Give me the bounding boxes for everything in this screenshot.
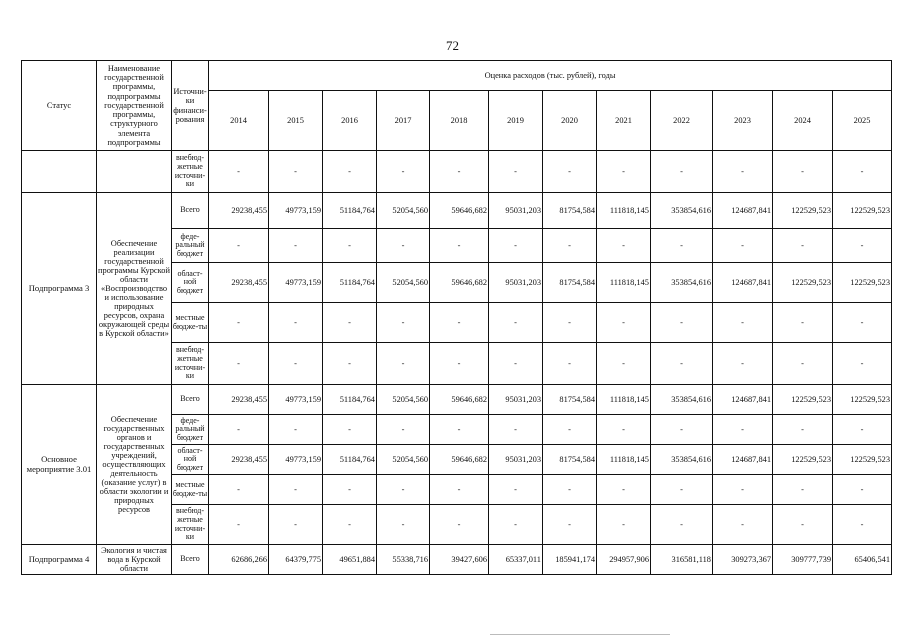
status-cell: Подпрограмма 3 [22,193,97,385]
value-cell: - [833,343,892,385]
year-2018: 2018 [430,91,489,151]
value-cell: - [543,303,597,343]
value-cell: - [713,475,773,505]
value-cell: 52054,560 [377,385,430,415]
value-cell: - [377,343,430,385]
value-cell: 65337,011 [489,545,543,575]
value-cell: 111818,145 [597,445,651,475]
status-cell: Основное мероприятие 3.01 [22,385,97,545]
value-cell: - [543,151,597,193]
value-cell: - [489,415,543,445]
value-cell: - [597,343,651,385]
value-cell: 122529,523 [833,263,892,303]
header-status: Статус [22,61,97,151]
value-cell: - [773,343,833,385]
value-cell: - [489,343,543,385]
budget-table [21,60,892,575]
header-source: Источни-ки финанси-рования [172,61,209,151]
value-cell: 122529,523 [833,385,892,415]
value-cell: - [489,505,543,545]
value-cell: - [323,229,377,263]
year-2019: 2019 [489,91,543,151]
value-cell: 122529,523 [773,385,833,415]
value-cell: - [269,303,323,343]
value-cell: - [209,303,269,343]
year-2024: 2024 [773,91,833,151]
value-cell: - [269,151,323,193]
value-cell: - [269,415,323,445]
value-cell: 39427,606 [430,545,489,575]
name-cell: Обеспечение государственных органов и государственных учреждений, осуществляющих деятельность (оказание услуг) в области экологии и природных ресурсов [97,385,172,545]
source-cell: Всего [172,193,209,229]
value-cell: 309777,739 [773,545,833,575]
value-cell: - [377,505,430,545]
value-cell: 353854,616 [651,385,713,415]
source-cell: местные бюдже-ты [172,303,209,343]
value-cell: - [209,475,269,505]
value-cell: 49773,159 [269,445,323,475]
value-cell: - [651,303,713,343]
value-cell: - [323,303,377,343]
value-cell: 95031,203 [489,445,543,475]
table-row [22,545,892,575]
value-cell: - [773,415,833,445]
scan-artifact-line [490,634,670,635]
value-cell: - [377,151,430,193]
value-cell: 122529,523 [833,193,892,229]
value-cell: - [651,415,713,445]
source-cell: внебюд-жетные источни-ки [172,151,209,193]
value-cell: 353854,616 [651,445,713,475]
value-cell: - [269,229,323,263]
value-cell: - [377,303,430,343]
value-cell: - [543,343,597,385]
value-cell: 124687,841 [713,263,773,303]
source-cell: внебюд-жетные источни-ки [172,505,209,545]
value-cell: - [833,151,892,193]
value-cell: - [489,151,543,193]
value-cell: 316581,118 [651,545,713,575]
value-cell: 59646,682 [430,445,489,475]
value-cell: - [833,229,892,263]
value-cell: - [773,505,833,545]
year-2014: 2014 [209,91,269,151]
name-cell: Экология и чистая вода в Курской области [97,545,172,575]
value-cell: 51184,764 [323,385,377,415]
value-cell: - [833,303,892,343]
source-cell: феде-ральный бюджет [172,229,209,263]
value-cell: - [377,475,430,505]
value-cell: 309273,367 [713,545,773,575]
value-cell: 49773,159 [269,193,323,229]
value-cell: 185941,174 [543,545,597,575]
year-2025: 2025 [833,91,892,151]
table-row [22,385,892,415]
value-cell: 111818,145 [597,385,651,415]
value-cell: - [323,475,377,505]
value-cell: - [430,151,489,193]
value-cell: 52054,560 [377,445,430,475]
value-cell: - [773,475,833,505]
source-cell: внебюд-жетные источни-ки [172,343,209,385]
value-cell: - [713,505,773,545]
value-cell: - [833,475,892,505]
year-2016: 2016 [323,91,377,151]
value-cell: - [833,505,892,545]
table-row [22,151,892,193]
value-cell: 51184,764 [323,263,377,303]
value-cell: - [651,505,713,545]
value-cell: 124687,841 [713,445,773,475]
value-cell: - [597,229,651,263]
table-row [22,193,892,229]
value-cell: - [597,475,651,505]
value-cell: - [713,343,773,385]
year-2022: 2022 [651,91,713,151]
value-cell: - [773,151,833,193]
value-cell: 124687,841 [713,193,773,229]
value-cell: - [651,475,713,505]
value-cell: 111818,145 [597,263,651,303]
value-cell: - [430,343,489,385]
value-cell: - [209,415,269,445]
source-cell: Всего [172,385,209,415]
value-cell: - [430,303,489,343]
value-cell: 51184,764 [323,193,377,229]
value-cell: 294957,906 [597,545,651,575]
value-cell: - [430,229,489,263]
value-cell: 124687,841 [713,385,773,415]
source-cell: местные бюдже-ты [172,475,209,505]
value-cell: - [323,151,377,193]
value-cell: - [489,229,543,263]
value-cell: - [489,303,543,343]
value-cell: 52054,560 [377,193,430,229]
value-cell: 59646,682 [430,263,489,303]
value-cell: 81754,584 [543,263,597,303]
value-cell: 51184,764 [323,445,377,475]
value-cell: 122529,523 [833,445,892,475]
status-cell-empty [22,151,97,193]
value-cell: 81754,584 [543,445,597,475]
status-cell: Подпрограмма 4 [22,545,97,575]
value-cell: - [833,415,892,445]
year-2017: 2017 [377,91,430,151]
value-cell: - [651,229,713,263]
value-cell: - [430,505,489,545]
value-cell: 49651,884 [323,545,377,575]
value-cell: 59646,682 [430,193,489,229]
value-cell: - [713,229,773,263]
value-cell: 95031,203 [489,385,543,415]
value-cell: 95031,203 [489,263,543,303]
value-cell: 81754,584 [543,193,597,229]
source-cell: феде-ральный бюджет [172,415,209,445]
value-cell: 49773,159 [269,385,323,415]
value-cell: 62686,266 [209,545,269,575]
year-2015: 2015 [269,91,323,151]
value-cell: - [651,343,713,385]
value-cell: - [323,343,377,385]
value-cell: - [651,151,713,193]
value-cell: 65406,541 [833,545,892,575]
value-cell: 111818,145 [597,193,651,229]
value-cell: - [597,151,651,193]
value-cell: 122529,523 [773,193,833,229]
value-cell: - [543,415,597,445]
value-cell: - [323,505,377,545]
source-cell: Всего [172,545,209,575]
value-cell: 81754,584 [543,385,597,415]
value-cell: - [209,229,269,263]
value-cell: 64379,775 [269,545,323,575]
value-cell: - [489,475,543,505]
value-cell: - [597,303,651,343]
page-number: 72 [446,38,459,53]
name-cell-empty [97,151,172,193]
value-cell: - [543,505,597,545]
value-cell: - [773,229,833,263]
value-cell: 95031,203 [489,193,543,229]
value-cell: - [377,415,430,445]
value-cell: 59646,682 [430,385,489,415]
value-cell: - [713,151,773,193]
value-cell: - [430,415,489,445]
value-cell: 55338,716 [377,545,430,575]
year-2023: 2023 [713,91,773,151]
value-cell: - [713,303,773,343]
value-cell: - [377,229,430,263]
value-cell: - [543,229,597,263]
value-cell: - [209,343,269,385]
value-cell: - [269,343,323,385]
source-cell: област-ной бюджет [172,263,209,303]
header-name: Наименование государственной программы, подпрограммы государственной программы, структурного элемента подпрограммы [97,61,172,151]
value-cell: 49773,159 [269,263,323,303]
value-cell: - [597,415,651,445]
value-cell: - [597,505,651,545]
value-cell: 353854,616 [651,193,713,229]
header-estimate: Оценка расходов (тыс. рублей), годы [209,61,892,91]
value-cell: - [209,151,269,193]
value-cell: - [209,505,269,545]
value-cell: - [713,415,773,445]
value-cell: 52054,560 [377,263,430,303]
value-cell: 29238,455 [209,385,269,415]
year-2020: 2020 [543,91,597,151]
name-cell: Обеспечение реализации государственной программы Курской области «Воспроизводство и использование природных ресурсов, охрана окружающей среды в Курской области» [97,193,172,385]
source-cell: област-ной бюджет [172,445,209,475]
value-cell: 29238,455 [209,263,269,303]
value-cell: - [543,475,597,505]
value-cell: - [773,303,833,343]
year-2021: 2021 [597,91,651,151]
value-cell: 29238,455 [209,445,269,475]
value-cell: - [430,475,489,505]
value-cell: 353854,616 [651,263,713,303]
value-cell: 122529,523 [773,263,833,303]
value-cell: - [269,505,323,545]
value-cell: - [323,415,377,445]
value-cell: - [269,475,323,505]
value-cell: 29238,455 [209,193,269,229]
value-cell: 122529,523 [773,445,833,475]
